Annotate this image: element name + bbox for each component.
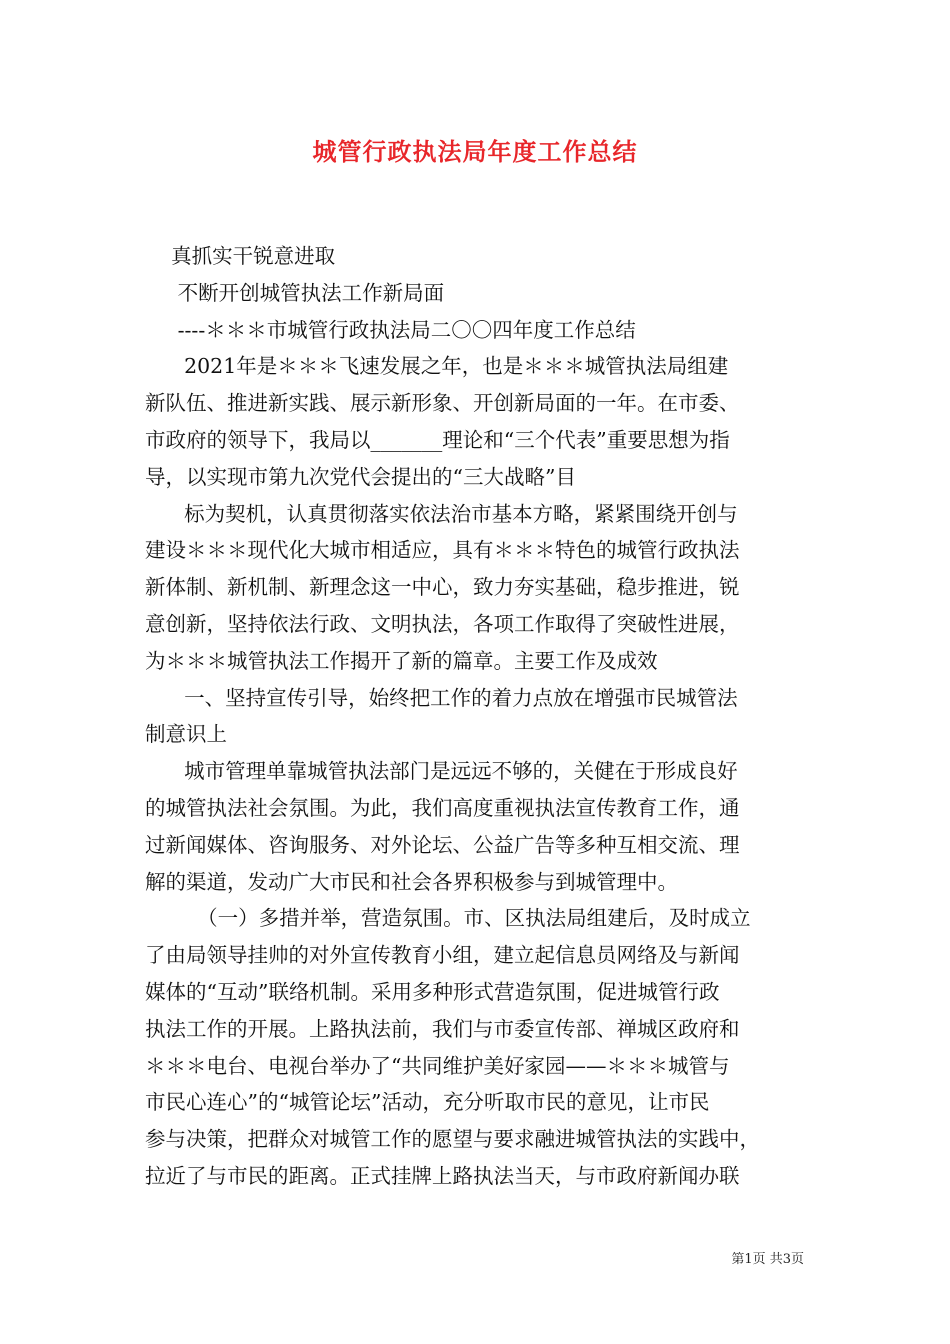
document-body	[145, 238, 805, 1195]
page-number: 第1页 共3页	[731, 1252, 804, 1267]
text-line: 解的渠道，发动广大市民和社会各界积极参与到城管理中。	[145, 869, 678, 894]
text-line: 新队伍、推进新实践、展示新形象、开创新局面的一年。在市委、	[145, 391, 740, 416]
text-line: 2021年是＊＊＊飞速发展之年，也是＊＊＊城管执法局组建	[145, 354, 729, 379]
text-line: 一、坚持宣传引导，始终把工作的着力点放在增强市民城管法	[145, 685, 738, 710]
text-line: 媒体的“互动”联络机制。采用多种形式营造氛围，促进城管行政	[145, 979, 720, 1004]
text-line: 市政府的领导下，我局以_______理论和“三个代表”重要思想为指	[145, 427, 730, 452]
text-line: 的城管执法社会氛围。为此，我们高度重视执法宣传教育工作，通	[145, 795, 740, 820]
text-line: 参与决策，把群众对城管工作的愿望与要求融进城管执法的实践中，	[145, 1127, 760, 1152]
text-line: 市民心连心”的“城管论坛”活动，充分听取市民的意见，让市民	[145, 1090, 710, 1115]
text-line: 标为契机，认真贯彻落实依法治市基本方略，紧紧围绕开创与	[145, 501, 738, 526]
text-line: 真抓实干锐意进取	[145, 244, 336, 268]
text-line: 城市管理单靠城管执法部门是远远不够的，关健在于形成良好	[145, 759, 738, 784]
text-line: ＊＊＊电台、电视台举办了“共同维护美好家园——＊＊＊城管与	[145, 1053, 730, 1078]
document-title: 城管行政执法局年度工作总结	[312, 137, 638, 166]
text-line: 制意识上	[145, 722, 227, 747]
text-line: 不断开创城管执法工作新局面	[145, 280, 445, 305]
text-line: 新体制、新机制、新理念这一中心，致力夯实基础，稳步推进，锐	[145, 575, 740, 600]
text-line: 过新闻媒体、咨询服务、对外论坛、公益广告等多种互相交流、理	[145, 832, 740, 857]
text-line: 建设＊＊＊现代化大城市相适应，具有＊＊＊特色的城管行政执法	[145, 538, 740, 563]
text-line: 导，以实现市第九次党代会提出的“三大战略”目	[145, 464, 576, 489]
text-line: 意创新，坚持依法行政、文明执法，各项工作取得了突破性进展，	[145, 611, 740, 636]
text-line: （一）多措并举，营造氛围。市、区执法局组建后，及时成立	[145, 906, 751, 931]
text-line: 执法工作的开展。上路执法前，我们与市委宣传部、禅城区政府和	[145, 1016, 740, 1041]
text-line: 为＊＊＊城管执法工作揭开了新的篇章。主要工作及成效	[145, 648, 658, 673]
text-line: 了由局领导挂帅的对外宣传教育小组，建立起信息员网络及与新闻	[145, 943, 740, 968]
text-line: 拉近了与市民的距离。正式挂牌上路执法当天，与市政府新闻办联	[145, 1163, 740, 1188]
text-line: ----＊＊＊市城管行政执法局二〇〇四年度工作总结	[145, 317, 636, 342]
